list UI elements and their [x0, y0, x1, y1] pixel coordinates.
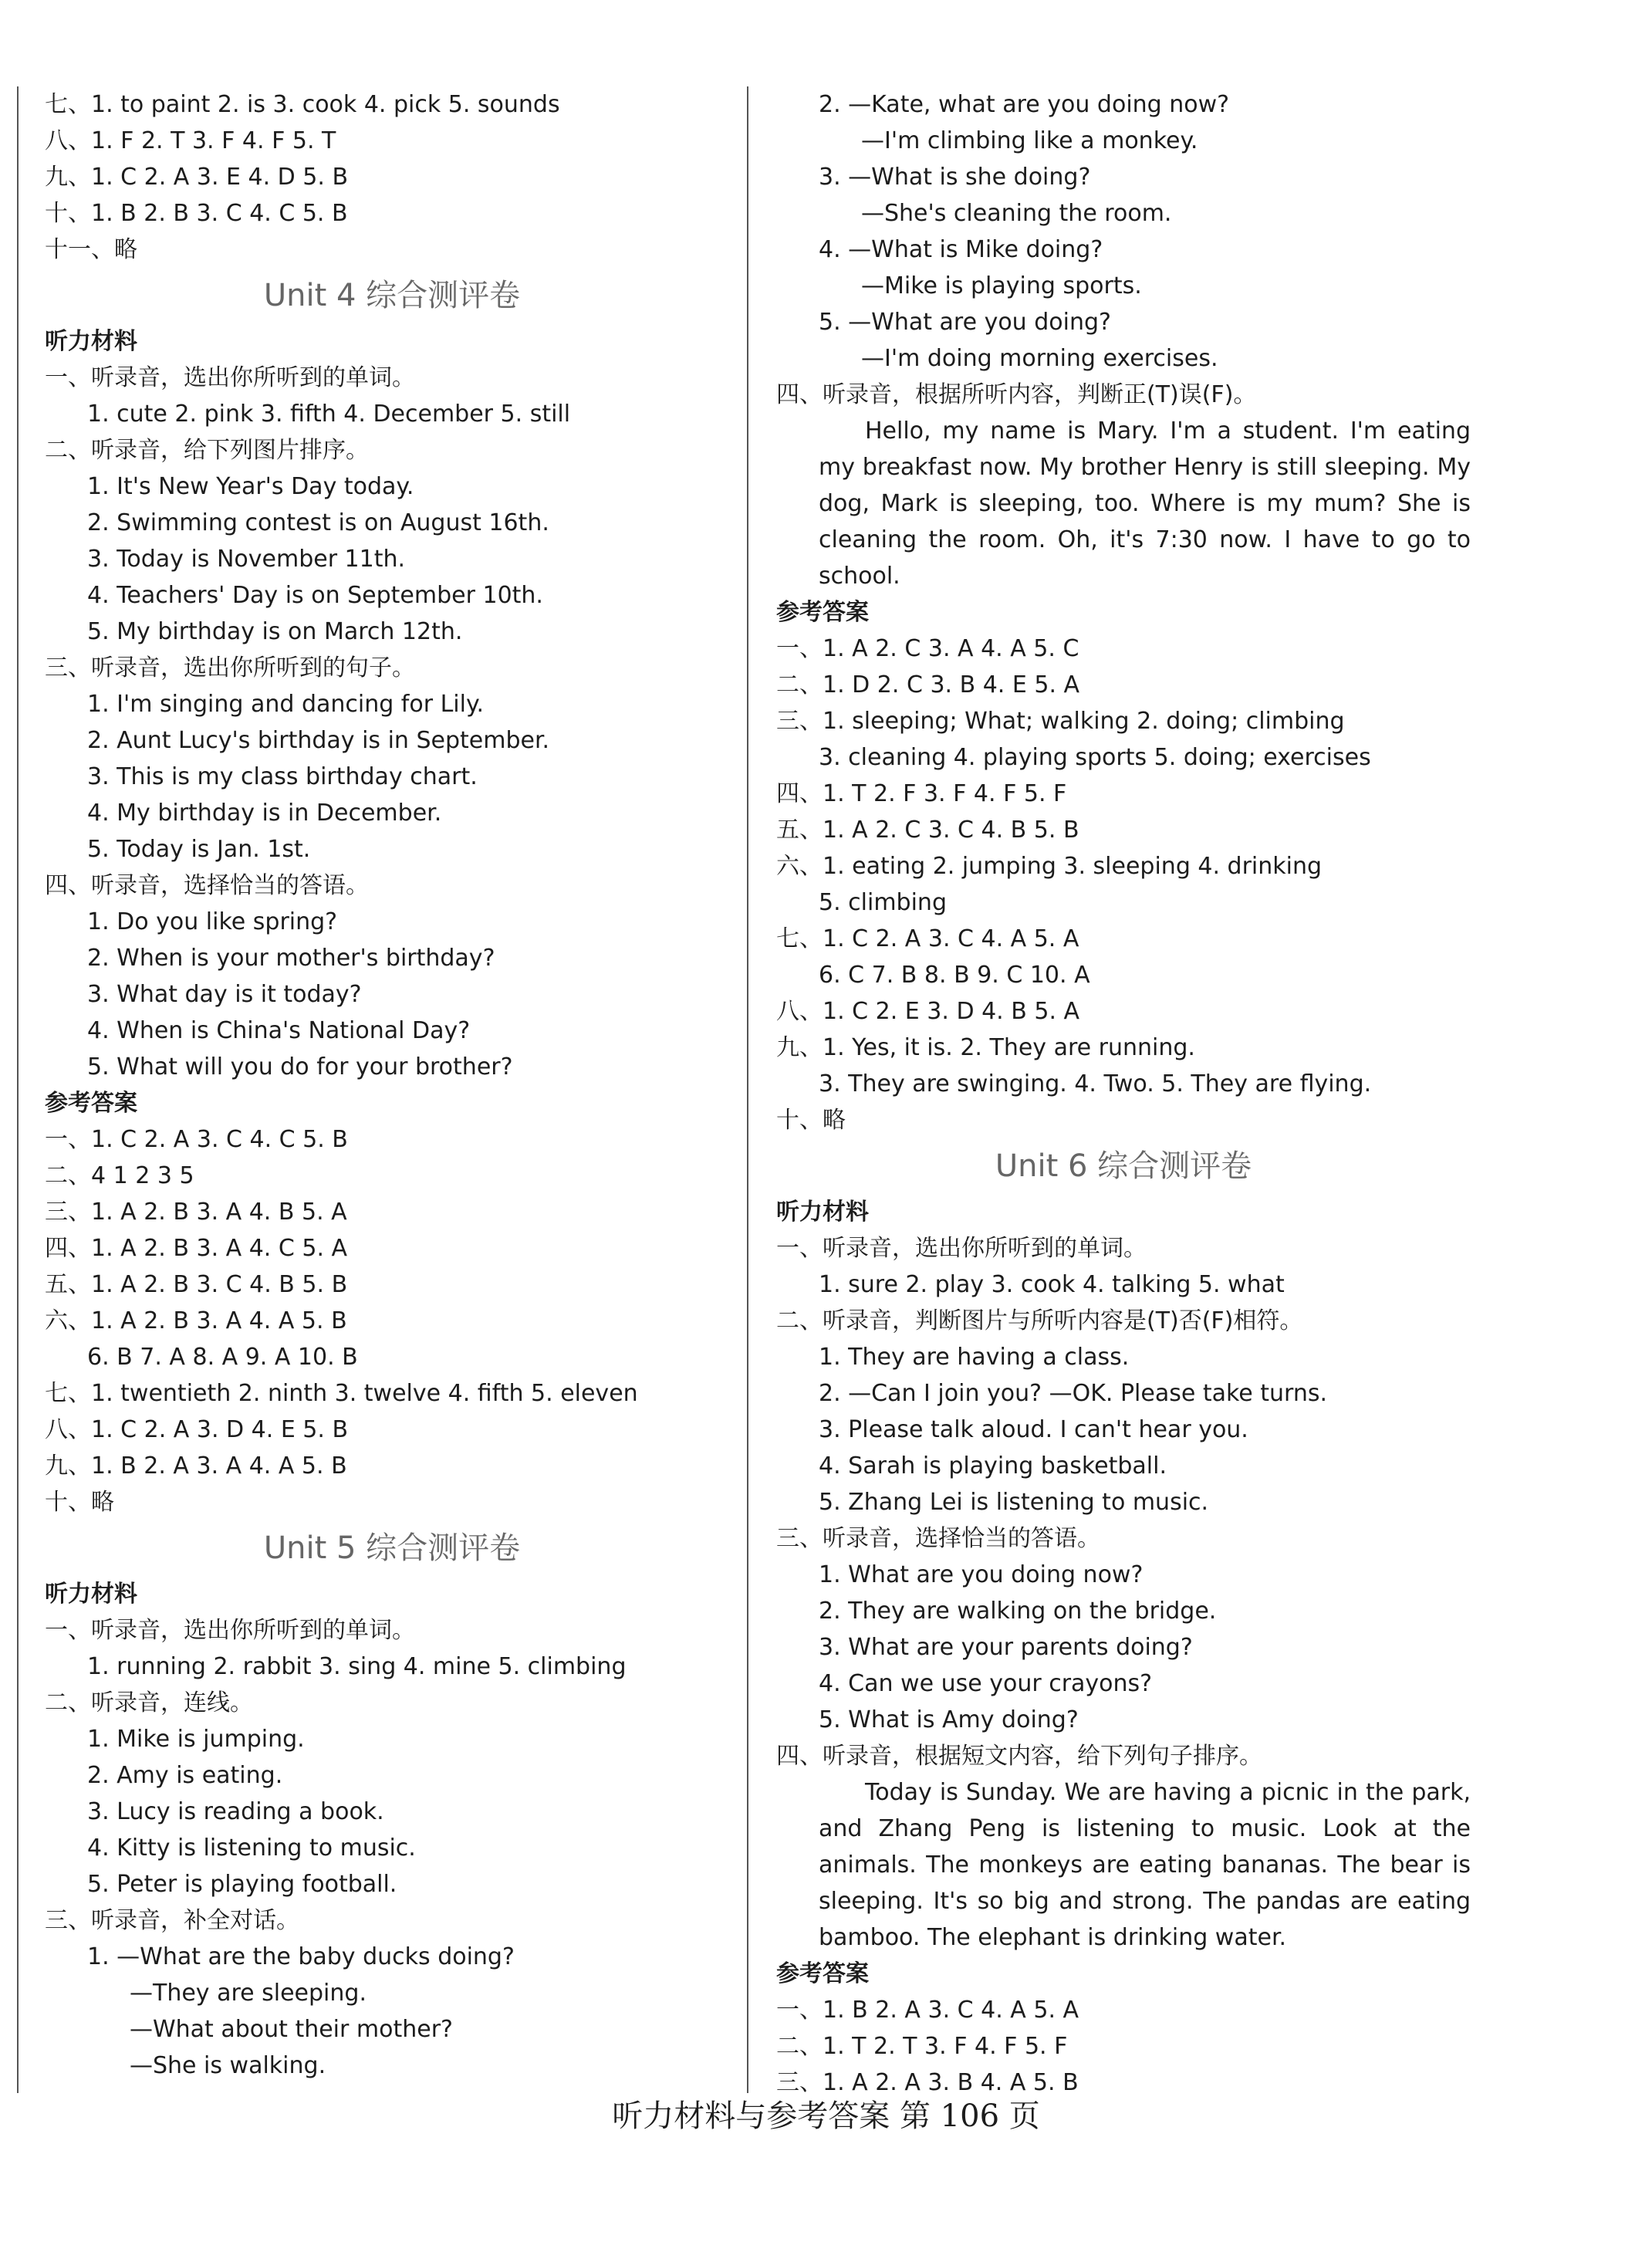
- text-line: —They are sleeping.: [130, 1980, 367, 2007]
- text-line: 3. What day is it today?: [87, 981, 362, 1008]
- unit4-answers: [45, 1121, 739, 1520]
- text-line: 三、1. sleeping; What; walking 2. doing; climbing: [776, 708, 1345, 735]
- text-line: 5. Zhang Lei is listening to music.: [819, 1489, 1209, 1516]
- text-line: 四、1. A 2. B 3. A 4. C 5. A: [45, 1235, 348, 1262]
- text-line: 5. Peter is playing football.: [87, 1871, 397, 1898]
- unit4-listening-lines: [45, 360, 739, 1085]
- text-line: 三、1. A 2. A 3. B 4. A 5. B: [776, 2069, 1079, 2096]
- text-line: —What about their mother?: [130, 2016, 453, 2043]
- text-line: 三、听录音，补全对话。: [45, 1907, 299, 1934]
- top-answers: [45, 86, 739, 268]
- text-line: 一、1. C 2. A 3. C 4. C 5. B: [45, 1126, 348, 1153]
- unit6-answer-head: 参考答案: [776, 1960, 869, 1987]
- text-line: 三、1. A 2. B 3. A 4. B 5. A: [45, 1199, 347, 1226]
- text-line: 1. It's New Year's Day today.: [87, 473, 414, 500]
- unit6-listening-head: 听力材料: [776, 1199, 869, 1226]
- text-line: 4. Can we use your crayons?: [819, 1670, 1153, 1697]
- unit5-answer-head: 参考答案: [776, 599, 869, 626]
- text-line: 四、1. T 2. F 3. F 4. F 5. F: [776, 780, 1067, 807]
- text-line: 二、4 1 2 3 5: [45, 1162, 194, 1189]
- text-line: 3. —What is she doing?: [819, 164, 1091, 191]
- text-line: 一、1. B 2. A 3. C 4. A 5. A: [776, 1997, 1079, 2024]
- text-line: 五、1. A 2. C 3. C 4. B 5. B: [776, 817, 1079, 844]
- text-line: 5. climbing: [819, 889, 947, 916]
- text-line: 四、听录音，选择恰当的答语。: [45, 872, 369, 899]
- text-line: 1. What are you doing now?: [819, 1561, 1144, 1588]
- text-line: 3. They are swinging. 4. Two. 5. They are flying.: [819, 1070, 1372, 1097]
- unit6-title: Unit 6 综合测评卷: [995, 1148, 1252, 1184]
- text-line: —She's cleaning the room.: [861, 200, 1172, 227]
- text-line: 五、1. A 2. B 3. C 4. B 5. B: [45, 1271, 348, 1298]
- text-line: 六、1. A 2. B 3. A 4. A 5. B: [45, 1307, 347, 1334]
- text-line: 2. —Kate, what are you doing now?: [819, 91, 1230, 118]
- text-line: 一、听录音，选出你所听到的单词。: [45, 1617, 415, 1644]
- text-line: —I'm climbing like a monkey.: [861, 127, 1198, 154]
- text-line: 4. Kitty is listening to music.: [87, 1835, 416, 1862]
- text-line: 八、1. C 2. E 3. D 4. B 5. A: [776, 998, 1080, 1025]
- unit4-title: Unit 4 综合测评卷: [263, 278, 521, 313]
- text-line: 四、听录音，根据短文内容，给下列句子排序。: [776, 1743, 1262, 1770]
- text-line: 4. Sarah is playing basketball.: [819, 1452, 1167, 1480]
- text-line: 1. Do you like spring?: [87, 908, 338, 935]
- unit5-answers: [776, 631, 1471, 1138]
- unit5-listening-head: 听力材料: [45, 1581, 137, 1608]
- text-line: 十、略: [776, 1107, 846, 1134]
- text-line: 1. —What are the baby ducks doing?: [87, 1943, 515, 1970]
- text-line: 3. cleaning 4. playing sports 5. doing; exercises: [819, 744, 1371, 771]
- unit5-title: Unit 5 综合测评卷: [263, 1530, 521, 1566]
- text-line: 6. C 7. B 8. B 9. C 10. A: [819, 962, 1090, 989]
- unit5-passage: Hello, my name is Mary. I'm a student. I'm eating my breakfast now. My brother Henry is still sleeping. My dog, Mark is sleeping, too. Where is my mum? She is cleaning the room. Oh, it's 7:30 now. I have to go to school.: [819, 418, 1471, 590]
- text-line: 2. When is your mother's birthday?: [87, 945, 495, 972]
- text-line: 5. What will you do for your brother?: [87, 1053, 513, 1080]
- text-line: 七、1. twentieth 2. ninth 3. twelve 4. fifth 5. eleven: [45, 1380, 638, 1407]
- text-line: 5. My birthday is on March 12th.: [87, 618, 463, 645]
- text-line: 3. What are your parents doing?: [819, 1634, 1193, 1661]
- text-line: 1. cute 2. pink 3. fifth 4. December 5. still: [87, 401, 571, 428]
- text-line: 七、1. to paint 2. is 3. cook 4. pick 5. sounds: [45, 91, 560, 118]
- text-line: 一、听录音，选出你所听到的单词。: [45, 364, 415, 391]
- text-line: 2. Amy is eating.: [87, 1762, 283, 1789]
- unit6-passage: Today is Sunday. We are having a picnic in the park, and Zhang Peng is listening to music. Look at the animals. The monkeys are eating bananas. The bear is sleeping. It's so big and strong. The pandas are eating bamboo. The elephant is drinking water.: [819, 1779, 1471, 1951]
- text-line: 二、听录音，判断图片与所听内容是(T)否(F)相符。: [776, 1307, 1303, 1334]
- text-line: 九、1. C 2. A 3. E 4. D 5. B: [45, 164, 349, 191]
- text-line: 3. This is my class birthday chart.: [87, 763, 478, 790]
- text-line: 4. When is China's National Day?: [87, 1017, 471, 1044]
- left-column: [45, 86, 739, 2084]
- text-line: 一、1. A 2. C 3. A 4. A 5. C: [776, 635, 1079, 662]
- text-line: 3. Today is November 11th.: [87, 546, 406, 573]
- text-line: 2. Swimming contest is on August 16th.: [87, 509, 549, 536]
- text-line: 九、1. B 2. A 3. A 4. A 5. B: [45, 1452, 347, 1480]
- right-column: [776, 86, 1471, 2101]
- text-line: 1. I'm singing and dancing for Lily.: [87, 691, 484, 718]
- text-line: 1. sure 2. play 3. cook 4. talking 5. what: [819, 1271, 1285, 1298]
- page-footer: 听力材料与参考答案 第 106 页: [612, 2098, 1040, 2134]
- text-line: 三、听录音，选择恰当的答语。: [776, 1525, 1100, 1552]
- text-line: 九、1. Yes, it is. 2. They are running.: [776, 1034, 1195, 1061]
- text-line: 四、听录音，根据所听内容，判断正(T)误(F)。: [776, 381, 1257, 408]
- text-line: 十、1. B 2. B 3. C 4. C 5. B: [45, 200, 348, 227]
- text-line: 六、1. eating 2. jumping 3. sleeping 4. drinking: [776, 853, 1323, 880]
- text-line: 5. —What are you doing?: [819, 309, 1111, 336]
- text-line: 八、1. F 2. T 3. F 4. F 5. T: [45, 127, 336, 154]
- text-line: 三、听录音，选出你所听到的句子。: [45, 654, 415, 681]
- text-line: 十、略: [45, 1489, 114, 1516]
- text-line: 十一、略: [45, 236, 137, 263]
- text-line: 4. —What is Mike doing?: [819, 236, 1103, 263]
- text-line: 二、1. T 2. T 3. F 4. F 5. F: [776, 2033, 1068, 2060]
- text-line: 5. What is Amy doing?: [819, 1706, 1079, 1733]
- text-line: 八、1. C 2. A 3. D 4. E 5. B: [45, 1416, 349, 1443]
- unit4-listening-head: 听力材料: [45, 328, 137, 355]
- unit5-listening-lines: [45, 1612, 739, 2084]
- text-line: 2. Aunt Lucy's birthday is in September.: [87, 727, 550, 754]
- unit5-listening-continued: [776, 86, 1471, 413]
- text-line: 1. Mike is jumping.: [87, 1726, 305, 1753]
- text-line: 3. Lucy is reading a book.: [87, 1798, 384, 1825]
- text-line: 二、1. D 2. C 3. B 4. E 5. A: [776, 671, 1080, 698]
- text-line: 4. Teachers' Day is on September 10th.: [87, 582, 543, 609]
- text-line: 2. They are walking on the bridge.: [819, 1598, 1217, 1625]
- text-line: 七、1. C 2. A 3. C 4. A 5. A: [776, 925, 1079, 952]
- text-line: —She is walking.: [130, 2052, 326, 2079]
- text-line: 二、听录音，给下列图片排序。: [45, 437, 369, 464]
- unit6-answers: [776, 1992, 1471, 2101]
- unit4-answer-head: 参考答案: [45, 1090, 137, 1117]
- text-line: 3. Please talk aloud. I can't hear you.: [819, 1416, 1248, 1443]
- text-line: 5. Today is Jan. 1st.: [87, 836, 311, 863]
- text-line: 1. running 2. rabbit 3. sing 4. mine 5. climbing: [87, 1653, 627, 1680]
- text-line: 4. My birthday is in December.: [87, 800, 442, 827]
- text-line: 1. They are having a class.: [819, 1344, 1130, 1371]
- text-line: 2. —Can I join you? —OK. Please take turns.: [819, 1380, 1328, 1407]
- left-margin-rule: [17, 86, 19, 2093]
- text-line: 6. B 7. A 8. A 9. A 10. B: [87, 1344, 358, 1371]
- text-line: —Mike is playing sports.: [861, 272, 1142, 299]
- column-divider: [747, 86, 748, 2093]
- text-line: 一、听录音，选出你所听到的单词。: [776, 1235, 1147, 1262]
- text-line: 二、听录音，连线。: [45, 1689, 253, 1716]
- text-line: —I'm doing morning exercises.: [861, 345, 1218, 372]
- unit6-listening-lines: [776, 1230, 1471, 1774]
